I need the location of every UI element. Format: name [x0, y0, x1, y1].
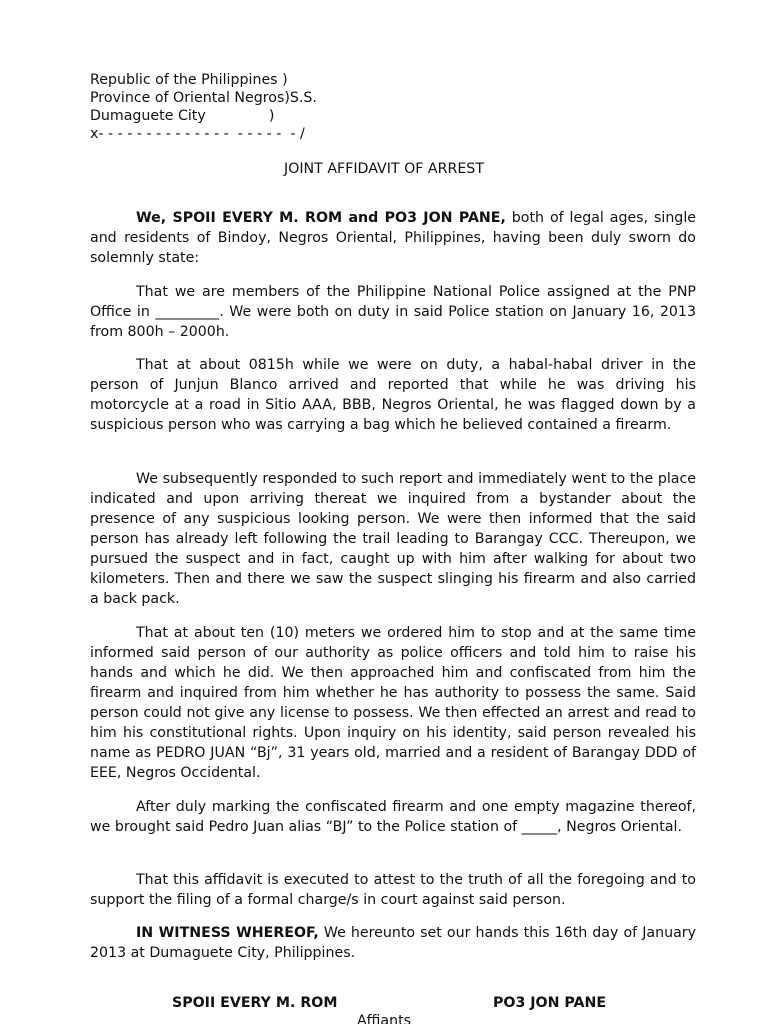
venue-caption [90, 71, 490, 143]
caption-city: Dumaguete City ) [90, 108, 275, 124]
caption-separator: x- - - - - - - - - - - - - - - - - - - - / [90, 126, 305, 142]
paragraph-report: That at about 0815h while we were on duty, a habal-habal driver in the person of Junjun Blanco arrived and reported that while he was driving his motorcycle at a road in Sitio AAA, BBB, Negros Oriental, he was flagged down by a suspicious person who was carrying a bag which he believed contained a firearm. [90, 357, 696, 433]
paragraph-witness [90, 923, 696, 963]
affiants-intro-text: both of legal ages, single and residents of Bindoy, Negros Oriental, Philippines, having been duly sworn do solemnly state: [90, 210, 696, 266]
paragraph-membership: That we are members of the Philippine National Police assigned at the PNP Office in _________. We were both on duty in said Police station on January 16, 2013 from 800h – 2000h. [90, 284, 696, 340]
witness-whereof: IN WITNESS WHEREOF, [136, 925, 319, 941]
paragraph-affiants-intro [90, 208, 696, 268]
document-title: JOINT AFFIDAVIT OF ARREST [284, 161, 484, 177]
affiant-signature-pane: PO3 JON PANE [493, 995, 607, 1011]
affiant-signature-rom: SPOII EVERY M. ROM [172, 995, 338, 1011]
paragraph-pursuit: We subsequently responded to such report and immediately went to the place indicated and upon arriving thereat we inquired from a bystander about the presence of any suspicious looking person. We were then informed that the said person has already left following the trail leading to Barangay CCC. Thereupon, we pursued the suspect and in fact, caught up with him after walking for about two kilometers. Then and there we saw the suspect slinging his firearm and also carried a back pack. [90, 471, 696, 607]
paragraph-marking: After duly marking the confiscated firearm and one empty magazine thereof, we brought said Pedro Juan alias “BJ” to the Police station of _____, Negros Oriental. [90, 799, 696, 835]
affiants-names: We, SPOII EVERY M. ROM and PO3 JON PANE, [136, 210, 506, 226]
paragraph-arrest: That at about ten (10) meters we ordered him to stop and at the same time informed said person of our authority as police officers and told him to raise his hands and which he did. We then approached him and confiscated from him the firearm and inquired from him whether he has authority to possess the same. Said person could not give any license to possess. We then effected an arrest and read to him his constitutional rights. Upon inquiry on his identity, said person revealed his name as PEDRO JUAN “Bj”, 31 years old, married and a resident of Barangay DDD of EEE, Negros Occidental. [90, 625, 696, 781]
paragraph-purpose: That this affidavit is executed to attest to the truth of all the foregoing and to support the filing of a formal charge/s in court against said person. [90, 872, 696, 908]
witness-text: We hereunto set our hands this 16th day of January 2013 at Dumaguete City, Philippines. [90, 925, 696, 961]
caption-republic: Republic of the Philippines ) [90, 72, 288, 88]
caption-province: Province of Oriental Negros)S.S. [90, 90, 317, 106]
affiants-label: Affiants [356, 1013, 412, 1024]
